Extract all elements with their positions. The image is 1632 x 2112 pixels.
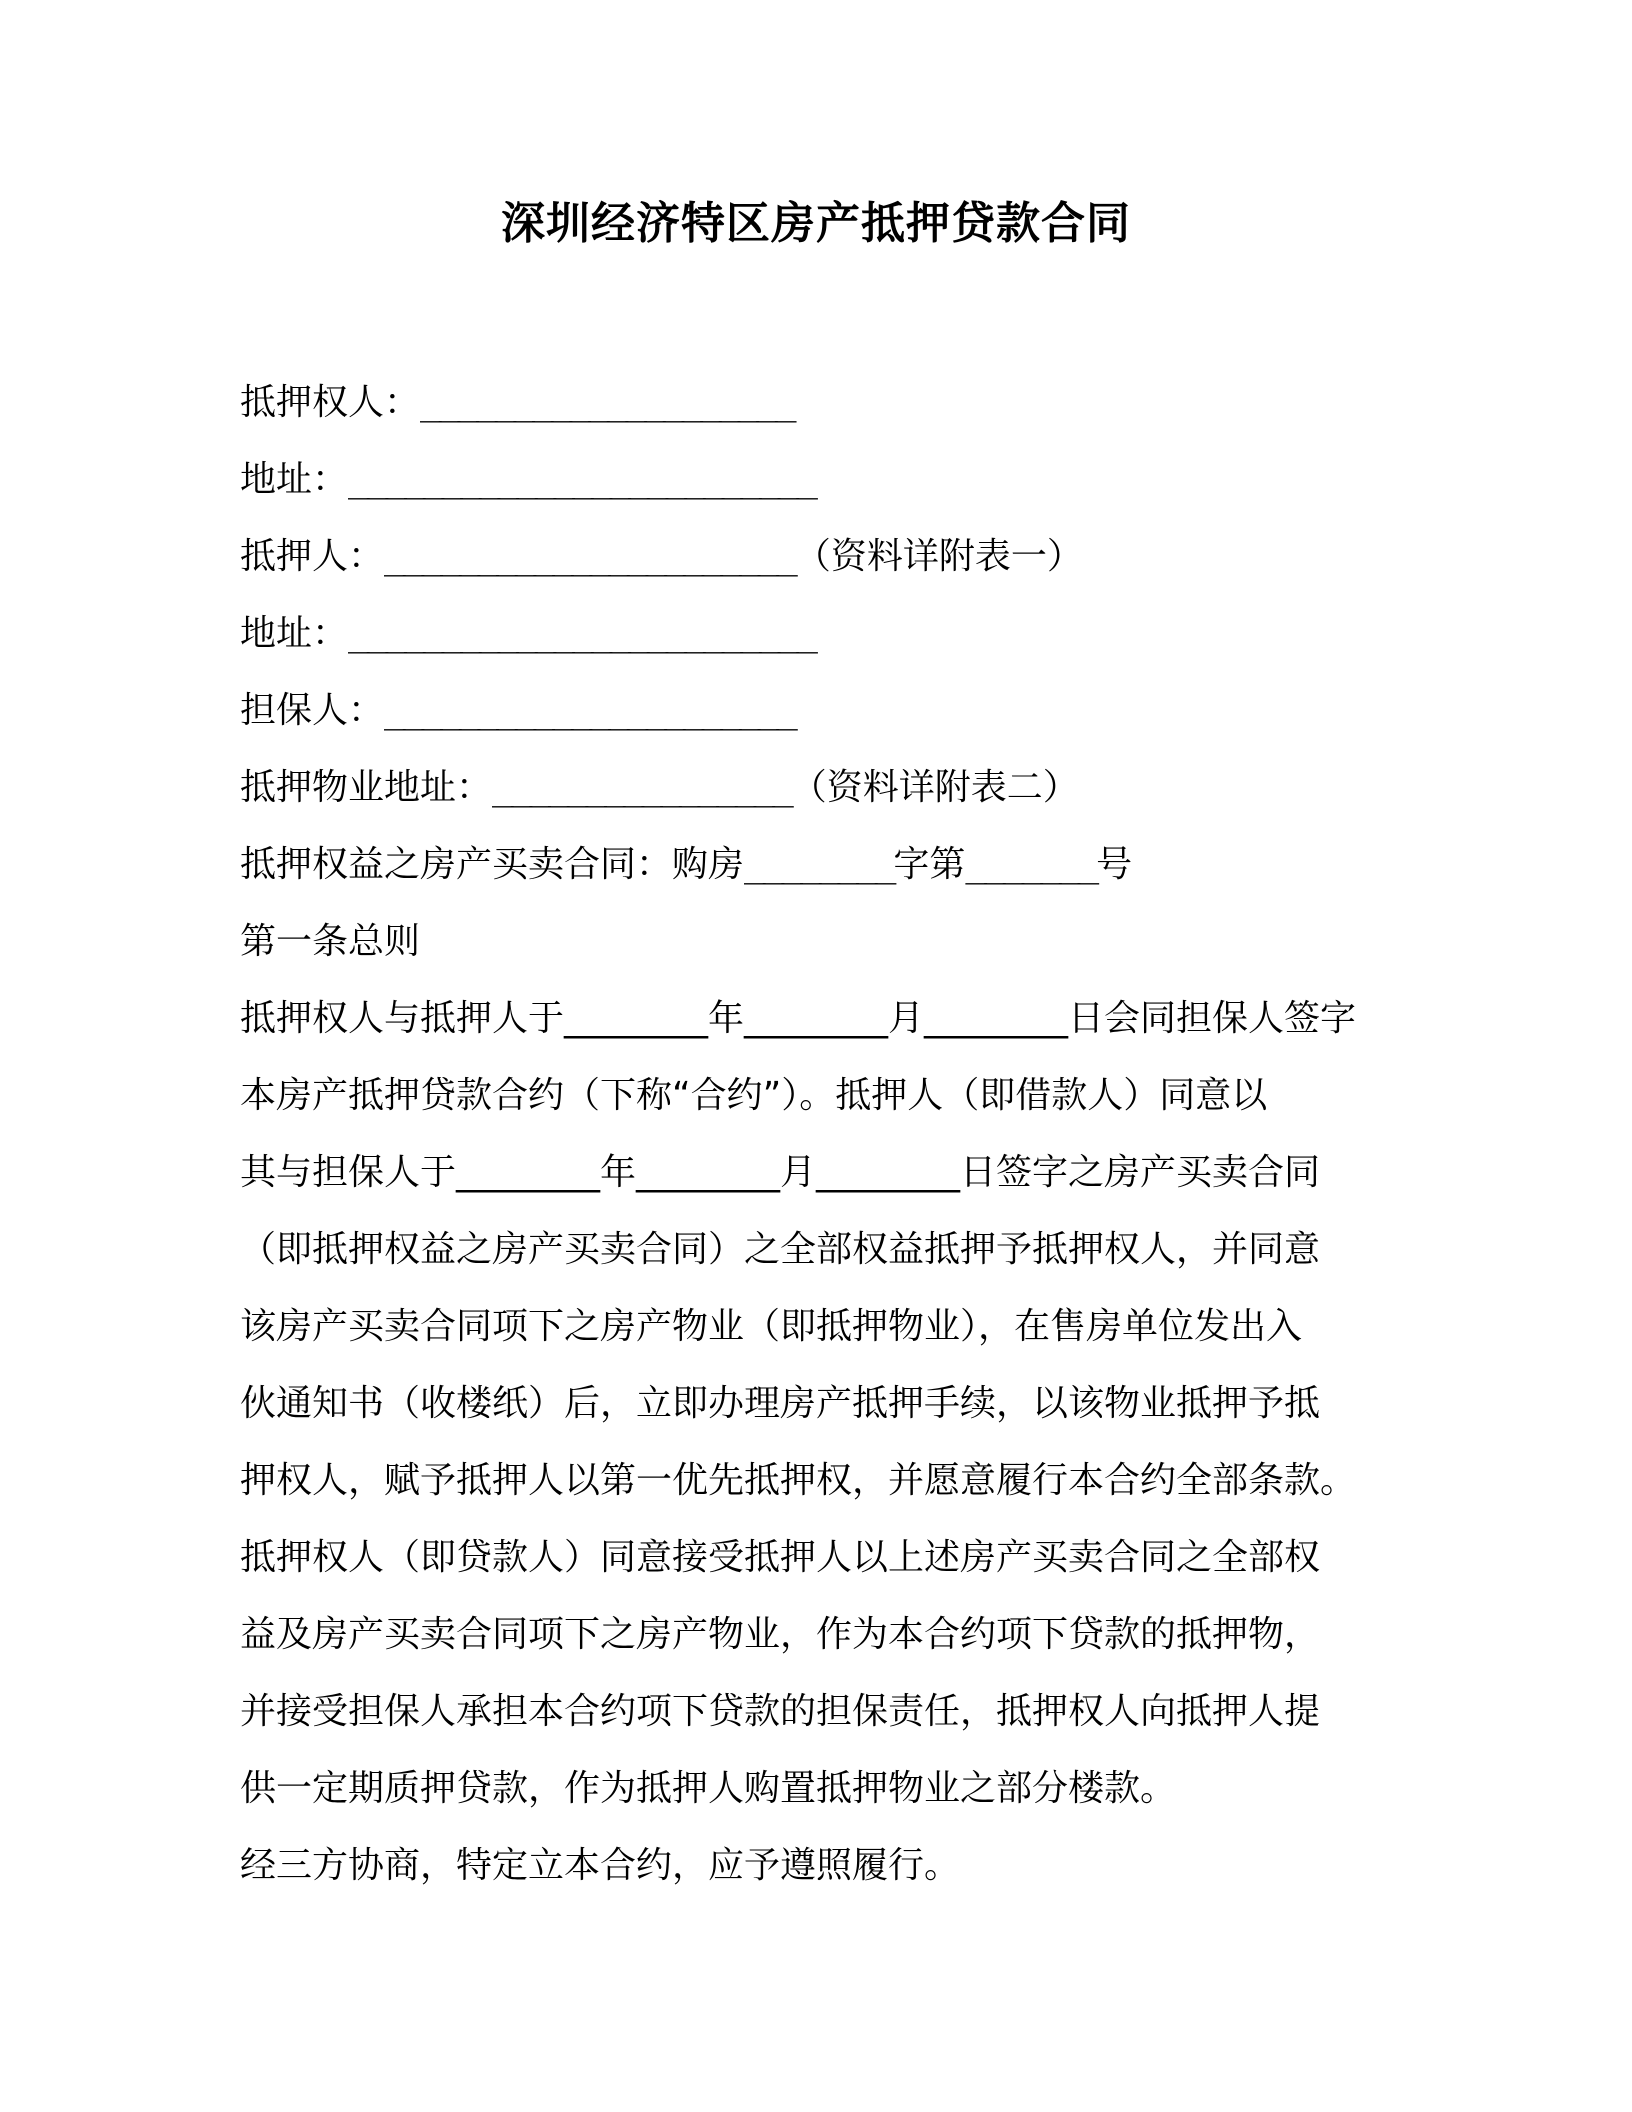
fill-blank: _________________________ xyxy=(348,613,815,654)
fill-blank: ________________ xyxy=(492,767,791,808)
field-suffix: （资料详附表二） xyxy=(790,767,1079,808)
field-contract-reference xyxy=(240,826,1400,903)
paragraph-line: 并接受担保人承担本合约项下贷款的担保责任，抵押权人向抵押人提 xyxy=(240,1691,1321,1732)
field-label: 地址： xyxy=(240,613,349,654)
field-mortgagor-address xyxy=(240,595,1400,672)
field-mortgagee-address xyxy=(240,441,1400,518)
paragraph-2 xyxy=(240,1519,1400,1827)
document-body xyxy=(240,364,1400,1904)
paragraph-line: 伙通知书（收楼纸）后，立即办理房产抵押手续，以该物业抵押予抵 xyxy=(240,1383,1321,1424)
fill-blank: ______________________ xyxy=(384,536,795,577)
field-guarantor xyxy=(240,672,1400,749)
paragraph-1 xyxy=(240,980,1400,1519)
field-label: 担保人： xyxy=(240,690,385,731)
paragraph-line: （即抵押权益之房产买卖合同）之全部权益抵押予抵押权人，并同意 xyxy=(240,1229,1321,1270)
field-label: 地址： xyxy=(240,459,349,500)
field-mortgagee xyxy=(240,364,1400,441)
paragraph-line: 其与担保人于________年________月________日签字之房产买卖合同 xyxy=(240,1152,1321,1193)
field-suffix: （资料详附表一） xyxy=(794,536,1083,577)
paragraph-line: 供一定期质押贷款，作为抵押人购置抵押物业之部分楼款。 xyxy=(240,1768,1177,1809)
fill-blank: ______________________ xyxy=(384,690,795,731)
field-label: 抵押权益之房产买卖合同：购房 xyxy=(240,844,745,885)
section-heading: 第一条总则 xyxy=(240,921,421,962)
paragraph-line: 抵押权人与抵押人于________年________月________日会同担保人签字 xyxy=(240,998,1357,1039)
contract-ref-end: 号 xyxy=(1096,844,1133,885)
field-label: 抵押物业地址： xyxy=(240,767,493,808)
paragraph-line: 该房产买卖合同项下之房产物业（即抵押物业），在售房单位发出入 xyxy=(240,1306,1303,1347)
fill-blank: _________________________ xyxy=(348,459,815,500)
paragraph-line: 抵押权人（即贷款人）同意接受抵押人以上述房产买卖合同之全部权 xyxy=(240,1537,1321,1578)
contract-ref-middle: 字第 xyxy=(893,844,966,885)
field-label: 抵押人： xyxy=(240,536,385,577)
fill-blank: _______ xyxy=(965,844,1097,885)
field-mortgagor xyxy=(240,518,1400,595)
field-label: 抵押权人： xyxy=(240,382,421,423)
paragraph-line: 本房产抵押贷款合约（下称“合约”）。抵押人（即借款人）同意以 xyxy=(240,1075,1268,1116)
fill-blank: ____________________ xyxy=(420,382,794,423)
closing-line: 经三方协商，特定立本合约，应予遵照履行。 xyxy=(240,1845,961,1886)
fill-blank: ________ xyxy=(744,844,894,885)
field-property-address xyxy=(240,749,1400,826)
document-title: 深圳经济特区房产抵押贷款合同 xyxy=(501,198,1131,249)
paragraph-line: 益及房产买卖合同项下之房产物业，作为本合约项下贷款的抵押物， xyxy=(240,1614,1321,1655)
paragraph-line: 押权人，赋予抵押人以第一优先抵押权，并愿意履行本合约全部条款。 xyxy=(240,1460,1357,1501)
